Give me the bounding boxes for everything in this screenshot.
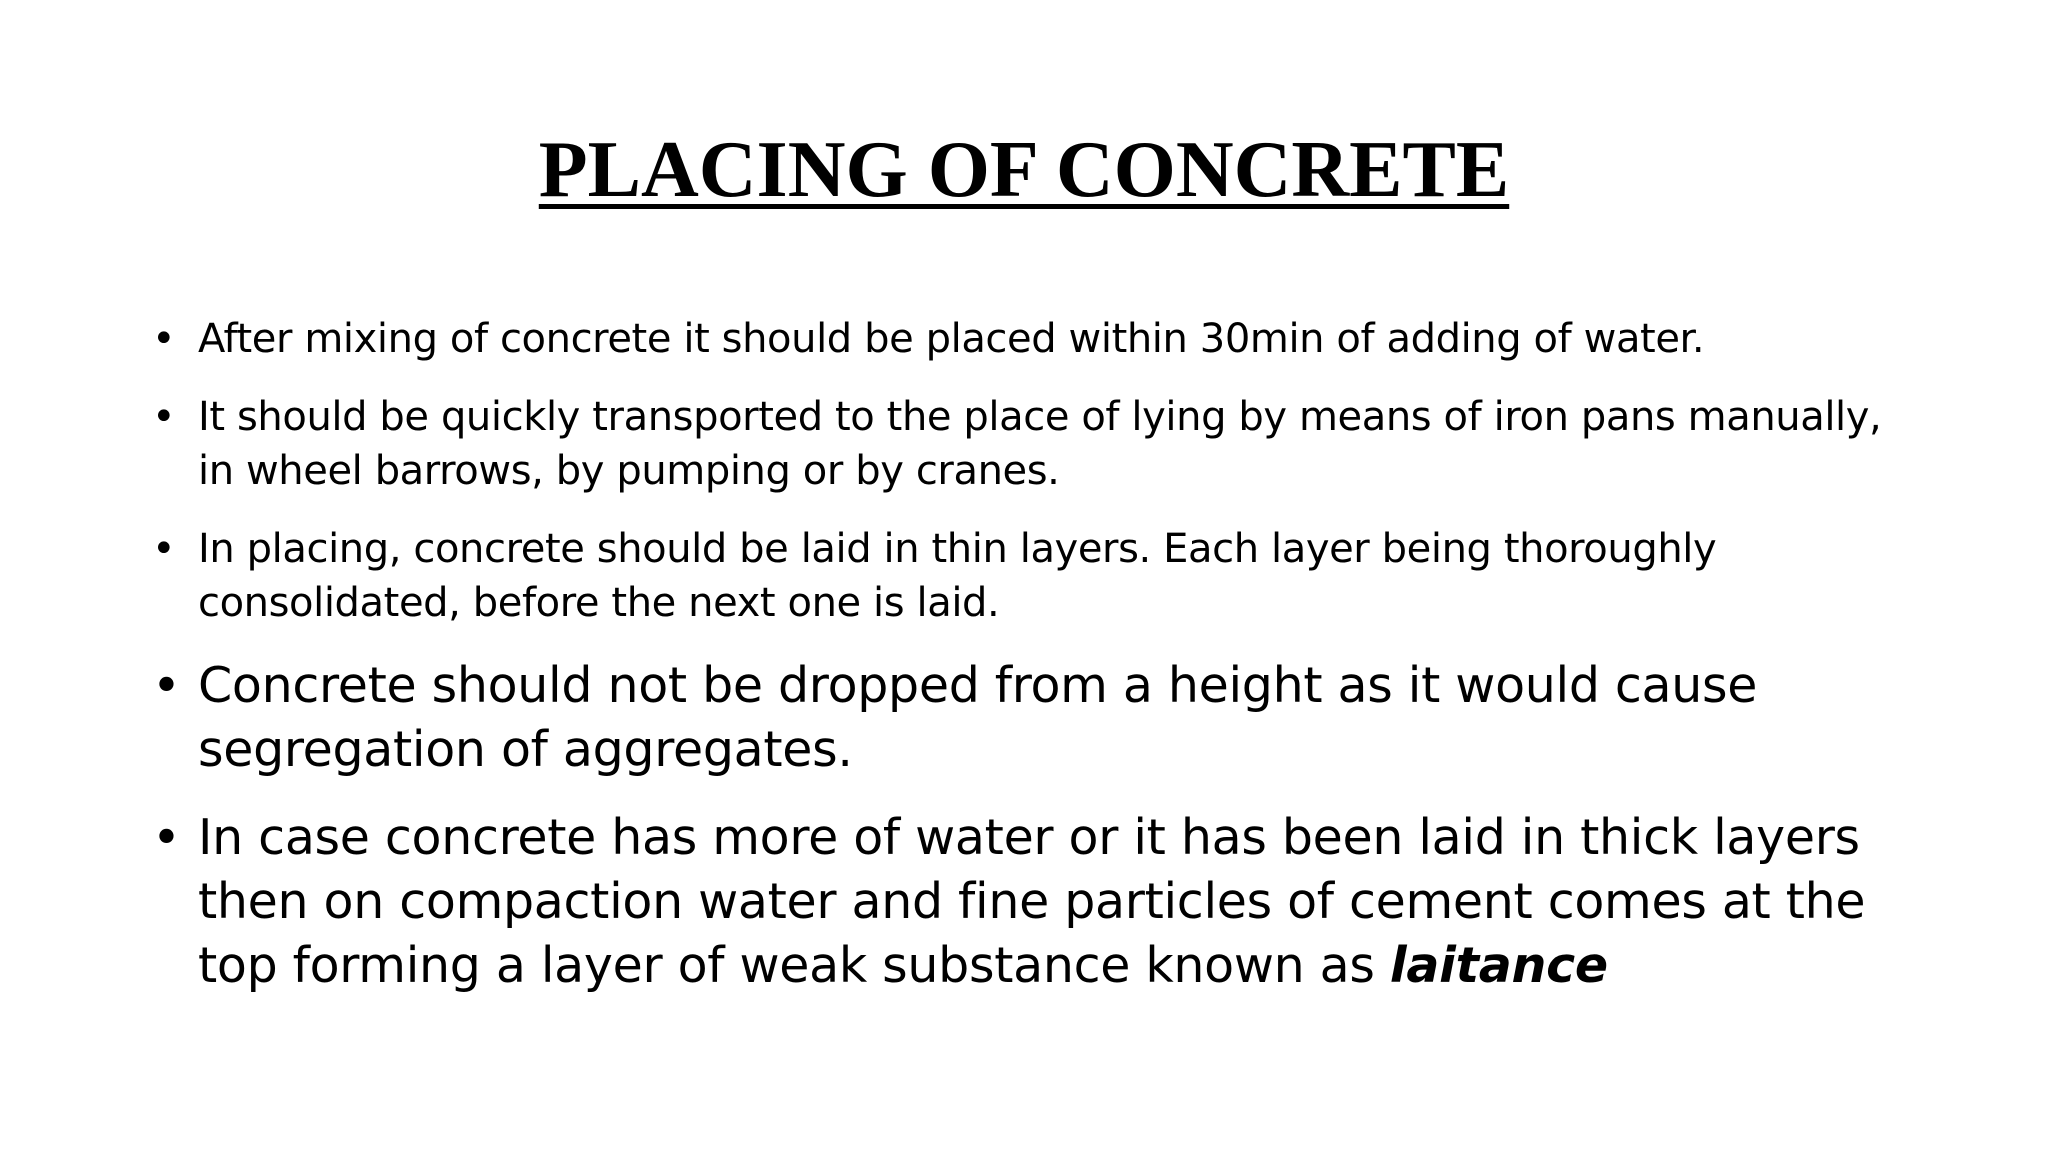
bullet-dot-icon: • (152, 809, 181, 866)
bullet-dot-icon: • (152, 394, 176, 440)
slide-title (0, 122, 2048, 218)
bullet-text: It should be quickly transported to the place of lying by means of iron pans manually, in wheel barrows, by pumping or by cranes. (198, 394, 1882, 494)
bullet-dot-icon: • (152, 316, 176, 362)
laitance-term: laitance (1389, 937, 1608, 994)
bullet-item (152, 654, 1912, 782)
slide-title-text: PLACING OF CONCRETE (538, 126, 1510, 214)
bullet-item (152, 390, 1912, 498)
bullet-text: In placing, concrete should be laid in thin layers. Each layer being thoroughly consolidated, before the next one is laid. (198, 526, 1717, 626)
bullet-text: Concrete should not be dropped from a height as it would cause segregation of aggregates. (198, 657, 1758, 778)
bullet-item (152, 806, 1912, 998)
bullet-item (152, 522, 1912, 630)
bullet-item (152, 312, 1912, 366)
bullet-text: After mixing of concrete it should be placed within 30min of adding of water. (198, 316, 1705, 362)
bullet-text: In case concrete has more of water or it has been laid in thick layers then on compaction water and fine particles of cement comes at the top forming a layer of weak substance known as (198, 809, 1866, 994)
bullet-dot-icon: • (152, 526, 176, 572)
bullet-dot-icon: • (152, 657, 181, 714)
bullet-list (152, 312, 1912, 1022)
